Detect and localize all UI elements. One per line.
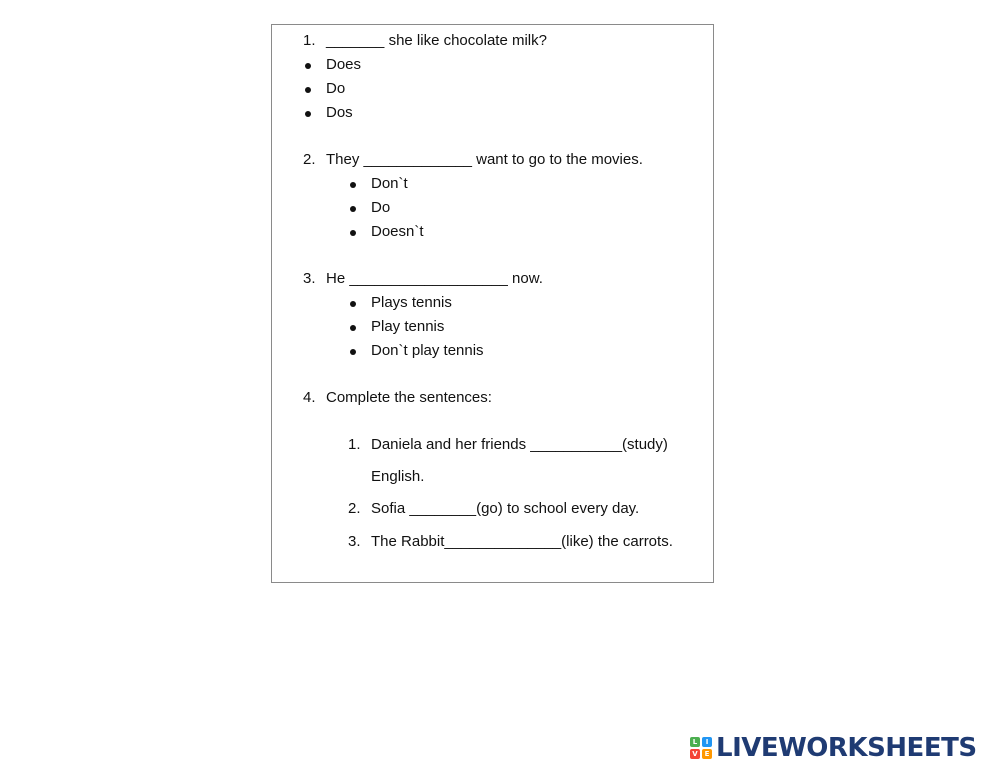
bullet-icon (350, 301, 356, 307)
question-1-option-3[interactable]: Dos (326, 104, 353, 121)
bullet-icon (350, 325, 356, 331)
question-4-number: 4. (303, 389, 316, 406)
sentence-3-number: 3. (348, 533, 361, 550)
logo-block-e: E (702, 749, 712, 759)
bullet-icon (350, 349, 356, 355)
logo-text: LIVEWORKSHEETS (716, 733, 977, 763)
logo-block-v: V (690, 749, 700, 759)
bullet-icon (350, 182, 356, 188)
sentence-2-text: Sofia ________(go) to school every day. (371, 500, 640, 517)
question-1-option-1[interactable]: Does (326, 56, 362, 73)
sentence-3-text: The Rabbit______________(like) the carrots. (371, 533, 673, 550)
bullet-icon (350, 206, 356, 212)
question-1-number: 1. (303, 32, 316, 49)
question-4-text: Complete the sentences: (326, 389, 492, 406)
logo-block-l: L (690, 737, 700, 747)
sentence-1-number: 1. (348, 436, 361, 453)
question-2-option-2[interactable]: Do (371, 199, 391, 216)
bullet-icon (305, 63, 311, 69)
question-1-option-2[interactable]: Do (326, 80, 346, 97)
sentence-1-text-continued: English. (371, 468, 425, 485)
question-3-option-3[interactable]: Don`t play tennis (371, 342, 484, 359)
question-2-number: 2. (303, 151, 316, 168)
liveworksheets-logo (690, 733, 977, 763)
question-3-text: He ___________________ now. (326, 270, 543, 287)
question-2-text: They _____________ want to go to the movies. (326, 151, 643, 168)
question-3-option-2[interactable]: Play tennis (371, 318, 445, 335)
bullet-icon (305, 111, 311, 117)
question-2-option-1[interactable]: Don`t (371, 175, 408, 192)
bullet-icon (305, 87, 311, 93)
logo-blocks-icon (690, 737, 712, 759)
sentence-1-text: Daniela and her friends ___________(study) (371, 436, 668, 453)
question-1-text: _______ she like chocolate milk? (326, 32, 547, 49)
question-3-number: 3. (303, 270, 316, 287)
logo-block-i: I (702, 737, 712, 747)
question-2-option-3[interactable]: Doesn`t (371, 223, 424, 240)
sentence-2-number: 2. (348, 500, 361, 517)
question-3-option-1[interactable]: Plays tennis (371, 294, 452, 311)
bullet-icon (350, 230, 356, 236)
